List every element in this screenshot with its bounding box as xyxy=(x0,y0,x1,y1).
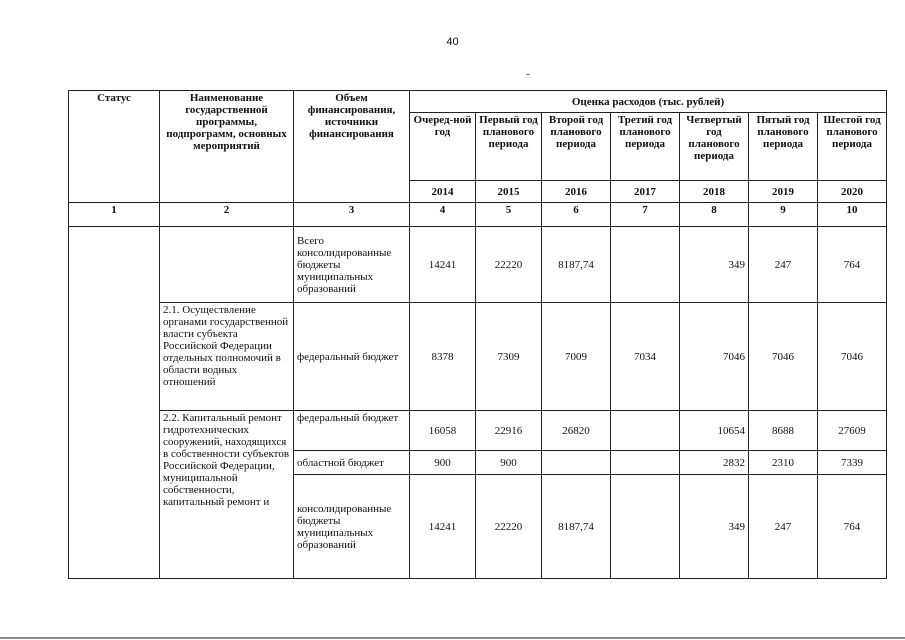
header-period: Очеред-ной год xyxy=(410,113,476,181)
column-number: 5 xyxy=(476,203,542,227)
header-name: Наименование государственной программы, подпрограмм, основных мероприятий xyxy=(160,91,294,203)
value-cell: 22220 xyxy=(476,227,542,303)
scan-edge-line xyxy=(0,637,905,639)
header-year: 2020 xyxy=(818,181,887,203)
status-cell xyxy=(69,227,160,579)
funding-source-cell: федеральный бюджет xyxy=(294,411,410,451)
value-cell: 7046 xyxy=(818,303,887,411)
program-name-cell xyxy=(160,227,294,303)
header-period: Четвертый год планового периода xyxy=(680,113,749,181)
column-number: 8 xyxy=(680,203,749,227)
value-cell: 22916 xyxy=(476,411,542,451)
column-number: 7 xyxy=(611,203,680,227)
header-period: Первый год планового периода xyxy=(476,113,542,181)
value-cell: 16058 xyxy=(410,411,476,451)
header-year: 2015 xyxy=(476,181,542,203)
value-cell xyxy=(542,451,611,475)
value-cell: 7034 xyxy=(611,303,680,411)
value-cell xyxy=(611,411,680,451)
header-estimate: Оценка расходов (тыс. рублей) xyxy=(410,91,887,113)
value-cell: 349 xyxy=(680,475,749,579)
value-cell: 8378 xyxy=(410,303,476,411)
value-cell: 7046 xyxy=(749,303,818,411)
header-period: Второй год планового периода xyxy=(542,113,611,181)
value-cell xyxy=(611,475,680,579)
value-cell: 7339 xyxy=(818,451,887,475)
value-cell: 764 xyxy=(818,227,887,303)
page-number: 40 xyxy=(446,36,459,48)
column-number: 3 xyxy=(294,203,410,227)
value-cell: 10654 xyxy=(680,411,749,451)
value-cell: 764 xyxy=(818,475,887,579)
header-year: 2018 xyxy=(680,181,749,203)
value-cell: 8187,74 xyxy=(542,475,611,579)
value-cell: 2310 xyxy=(749,451,818,475)
column-number: 6 xyxy=(542,203,611,227)
value-cell: 349 xyxy=(680,227,749,303)
header-period: Пятый год планового периода xyxy=(749,113,818,181)
header-year: 2016 xyxy=(542,181,611,203)
value-cell: 8688 xyxy=(749,411,818,451)
program-name-cell: 2.2. Капитальный ремонт гидротехнических сооружений, находящихся в собственности субъектов Российской Федерации, муниципальной собственности, капитальный ремонт и xyxy=(160,411,294,579)
value-cell: 247 xyxy=(749,227,818,303)
value-cell xyxy=(611,227,680,303)
funding-source-cell: областной бюджет xyxy=(294,451,410,475)
value-cell: 7309 xyxy=(476,303,542,411)
header-period: Третий год планового периода xyxy=(611,113,680,181)
value-cell: 14241 xyxy=(410,475,476,579)
column-number: 4 xyxy=(410,203,476,227)
column-number: 1 xyxy=(69,203,160,227)
value-cell: 7009 xyxy=(542,303,611,411)
column-number: 10 xyxy=(818,203,887,227)
column-number: 9 xyxy=(749,203,818,227)
column-number: 2 xyxy=(160,203,294,227)
value-cell: 8187,74 xyxy=(542,227,611,303)
header-period: Шестой год планового периода xyxy=(818,113,887,181)
value-cell: 22220 xyxy=(476,475,542,579)
value-cell: 26820 xyxy=(542,411,611,451)
header-status: Статус xyxy=(69,91,160,203)
value-cell: 14241 xyxy=(410,227,476,303)
header-volume: Объем финансирования, источники финансирования xyxy=(294,91,410,203)
value-cell: 27609 xyxy=(818,411,887,451)
value-cell: 900 xyxy=(410,451,476,475)
header-year: 2019 xyxy=(749,181,818,203)
value-cell: 7046 xyxy=(680,303,749,411)
header-year: 2017 xyxy=(611,181,680,203)
expenses-table xyxy=(68,90,887,579)
funding-source-cell: федеральный бюджет xyxy=(294,303,410,411)
value-cell: 2832 xyxy=(680,451,749,475)
value-cell: 247 xyxy=(749,475,818,579)
header-year: 2014 xyxy=(410,181,476,203)
funding-source-cell: Всего консолидированные бюджеты муниципальных образований xyxy=(294,227,410,303)
funding-source-cell: консолидированные бюджеты муниципальных образований xyxy=(294,475,410,579)
value-cell xyxy=(611,451,680,475)
scan-mark xyxy=(526,74,530,75)
value-cell: 900 xyxy=(476,451,542,475)
program-name-cell: 2.1. Осуществление органами государственной власти субъекта Российской Федерации отдельных полномочий в области водных отношений xyxy=(160,303,294,411)
